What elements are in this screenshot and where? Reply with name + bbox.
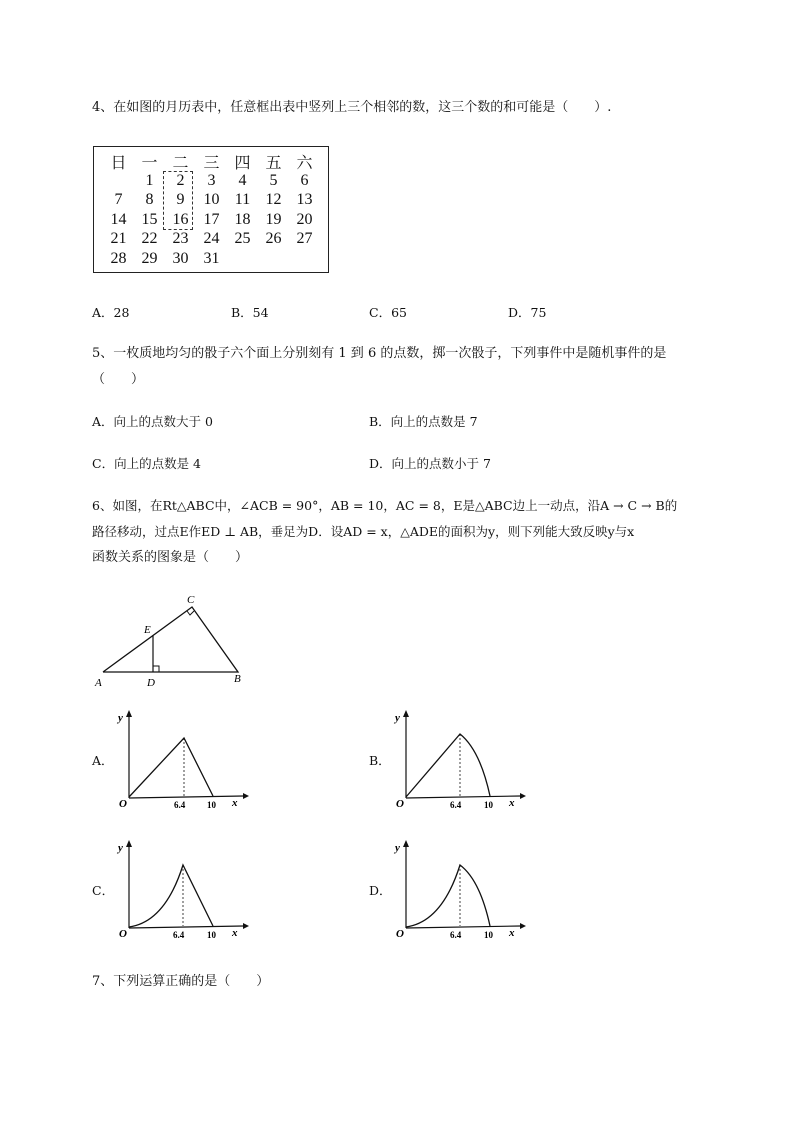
q6-line3: 函数关系的图象是（ ） xyxy=(92,550,249,565)
calendar-day: 4 xyxy=(238,172,247,189)
svg-text:10: 10 xyxy=(484,800,493,810)
svg-text:10: 10 xyxy=(207,800,216,810)
svg-text:y: y xyxy=(118,712,123,724)
calendar-day: 28 xyxy=(110,250,127,267)
q6-option-c: C． xyxy=(92,883,115,898)
svg-text:6.4: 6.4 xyxy=(450,800,462,810)
svg-text:O: O xyxy=(396,928,404,940)
calendar-day: 26 xyxy=(265,230,282,247)
q4-option-c: C．65 xyxy=(369,305,407,320)
q5-option-a: A．向上的点数大于 0 xyxy=(92,414,213,429)
calendar-day: 8 xyxy=(145,191,154,208)
calendar-day: 7 xyxy=(114,191,123,208)
calendar-day: 18 xyxy=(234,211,251,228)
label-b: B xyxy=(234,673,241,685)
graph-a xyxy=(115,708,250,813)
calendar-day: 3 xyxy=(207,172,216,189)
calendar-day: 9 xyxy=(176,191,185,208)
graph-d xyxy=(392,838,527,943)
q4-option-a: A．28 xyxy=(92,305,130,320)
calendar-day: 2 xyxy=(176,172,185,189)
calendar-day: 24 xyxy=(203,230,220,247)
label-c: C xyxy=(187,594,195,606)
calendar-day: 1 xyxy=(145,172,154,189)
svg-text:x: x xyxy=(509,797,515,809)
q6-option-d: D． xyxy=(369,883,392,898)
calendar-weekday: 三 xyxy=(203,155,220,172)
calendar-weekday: 二 xyxy=(172,155,189,172)
calendar-day: 29 xyxy=(141,250,158,267)
calendar-day: 31 xyxy=(203,250,220,267)
svg-text:O: O xyxy=(119,928,127,940)
calendar-day: 13 xyxy=(296,191,313,208)
right-angle-mark-c xyxy=(187,611,194,615)
calendar-weekday: 五 xyxy=(265,155,282,172)
calendar-day: 15 xyxy=(141,211,158,228)
triangle-figure xyxy=(92,590,252,690)
q6-option-a: A． xyxy=(92,753,114,768)
svg-text:y: y xyxy=(395,712,400,724)
calendar-day: 6 xyxy=(300,172,309,189)
calendar-day: 17 xyxy=(203,211,220,228)
svg-text:y: y xyxy=(118,842,123,854)
triangle-abc xyxy=(103,607,238,672)
svg-text:x: x xyxy=(232,797,238,809)
svg-text:x: x xyxy=(509,927,515,939)
calendar-day: 11 xyxy=(234,191,251,208)
label-d: D xyxy=(147,677,155,689)
q6-line1: 6、如图，在Rt△ABC中，∠ACB = 90°，AB = 10，AC = 8，E是△ABC边上一动点，沿A → C → B的 xyxy=(92,498,678,513)
calendar-weekday: 四 xyxy=(234,155,251,172)
calendar-day: 23 xyxy=(172,230,189,247)
svg-text:6.4: 6.4 xyxy=(173,930,185,940)
graph-a-curve xyxy=(129,738,213,797)
svg-text:6.4: 6.4 xyxy=(174,800,186,810)
q7-text: 7、下列运算正确的是（ ） xyxy=(92,974,270,989)
calendar-weekday: 一 xyxy=(141,155,158,172)
q4-option-b: B．54 xyxy=(231,305,269,320)
svg-text:10: 10 xyxy=(207,930,216,940)
calendar-day: 14 xyxy=(110,211,127,228)
graph-c-curve xyxy=(129,865,213,927)
calendar-day: 27 xyxy=(296,230,313,247)
graph-d-curve xyxy=(406,865,490,927)
calendar-day: 22 xyxy=(141,230,158,247)
q5-option-c: C．向上的点数是 4 xyxy=(92,456,201,471)
dashed-selection-box xyxy=(163,171,193,230)
calendar-day: 25 xyxy=(234,230,251,247)
calendar-table xyxy=(93,146,329,273)
svg-text:O: O xyxy=(119,798,127,810)
svg-text:10: 10 xyxy=(484,930,493,940)
svg-text:x: x xyxy=(232,927,238,939)
svg-text:y: y xyxy=(395,842,400,854)
q6-option-b: B． xyxy=(369,753,391,768)
q5-option-b: B．向上的点数是 7 xyxy=(369,414,478,429)
q5-line1: 5、一枚质地均匀的骰子六个面上分别刻有 1 到 6 的点数，掷一次骰子，下列事件中是随机事件的是 xyxy=(92,346,667,361)
label-e: E xyxy=(144,624,151,636)
calendar-weekday: 六 xyxy=(296,155,313,172)
svg-text:6.4: 6.4 xyxy=(450,930,462,940)
q5-line2: （ ） xyxy=(92,372,145,387)
label-a: A xyxy=(95,677,102,689)
graph-b-curve xyxy=(406,734,490,797)
calendar-day: 20 xyxy=(296,211,313,228)
q5-option-d: D．向上的点数小于 7 xyxy=(369,456,491,471)
calendar-day: 12 xyxy=(265,191,282,208)
graph-c xyxy=(115,838,250,943)
calendar-day: 21 xyxy=(110,230,127,247)
calendar-day: 10 xyxy=(203,191,220,208)
q4-text: 4、在如图的月历表中，任意框出表中竖列上三个相邻的数，这三个数的和可能是（ ）. xyxy=(92,100,612,115)
right-angle-mark-d xyxy=(153,666,159,672)
calendar-weekday: 日 xyxy=(110,155,127,172)
q6-line2: 路径移动，过点E作ED ⊥ AB，垂足为D．设AD = x，△ADE的面积为y，则下列能大致反映y与x xyxy=(92,524,635,539)
calendar-day: 19 xyxy=(265,211,282,228)
svg-text:O: O xyxy=(396,798,404,810)
calendar-day: 16 xyxy=(172,211,189,228)
calendar-day: 5 xyxy=(269,172,278,189)
graph-b xyxy=(392,708,527,813)
q4-option-d: D．75 xyxy=(508,305,547,320)
calendar-day: 30 xyxy=(172,250,189,267)
